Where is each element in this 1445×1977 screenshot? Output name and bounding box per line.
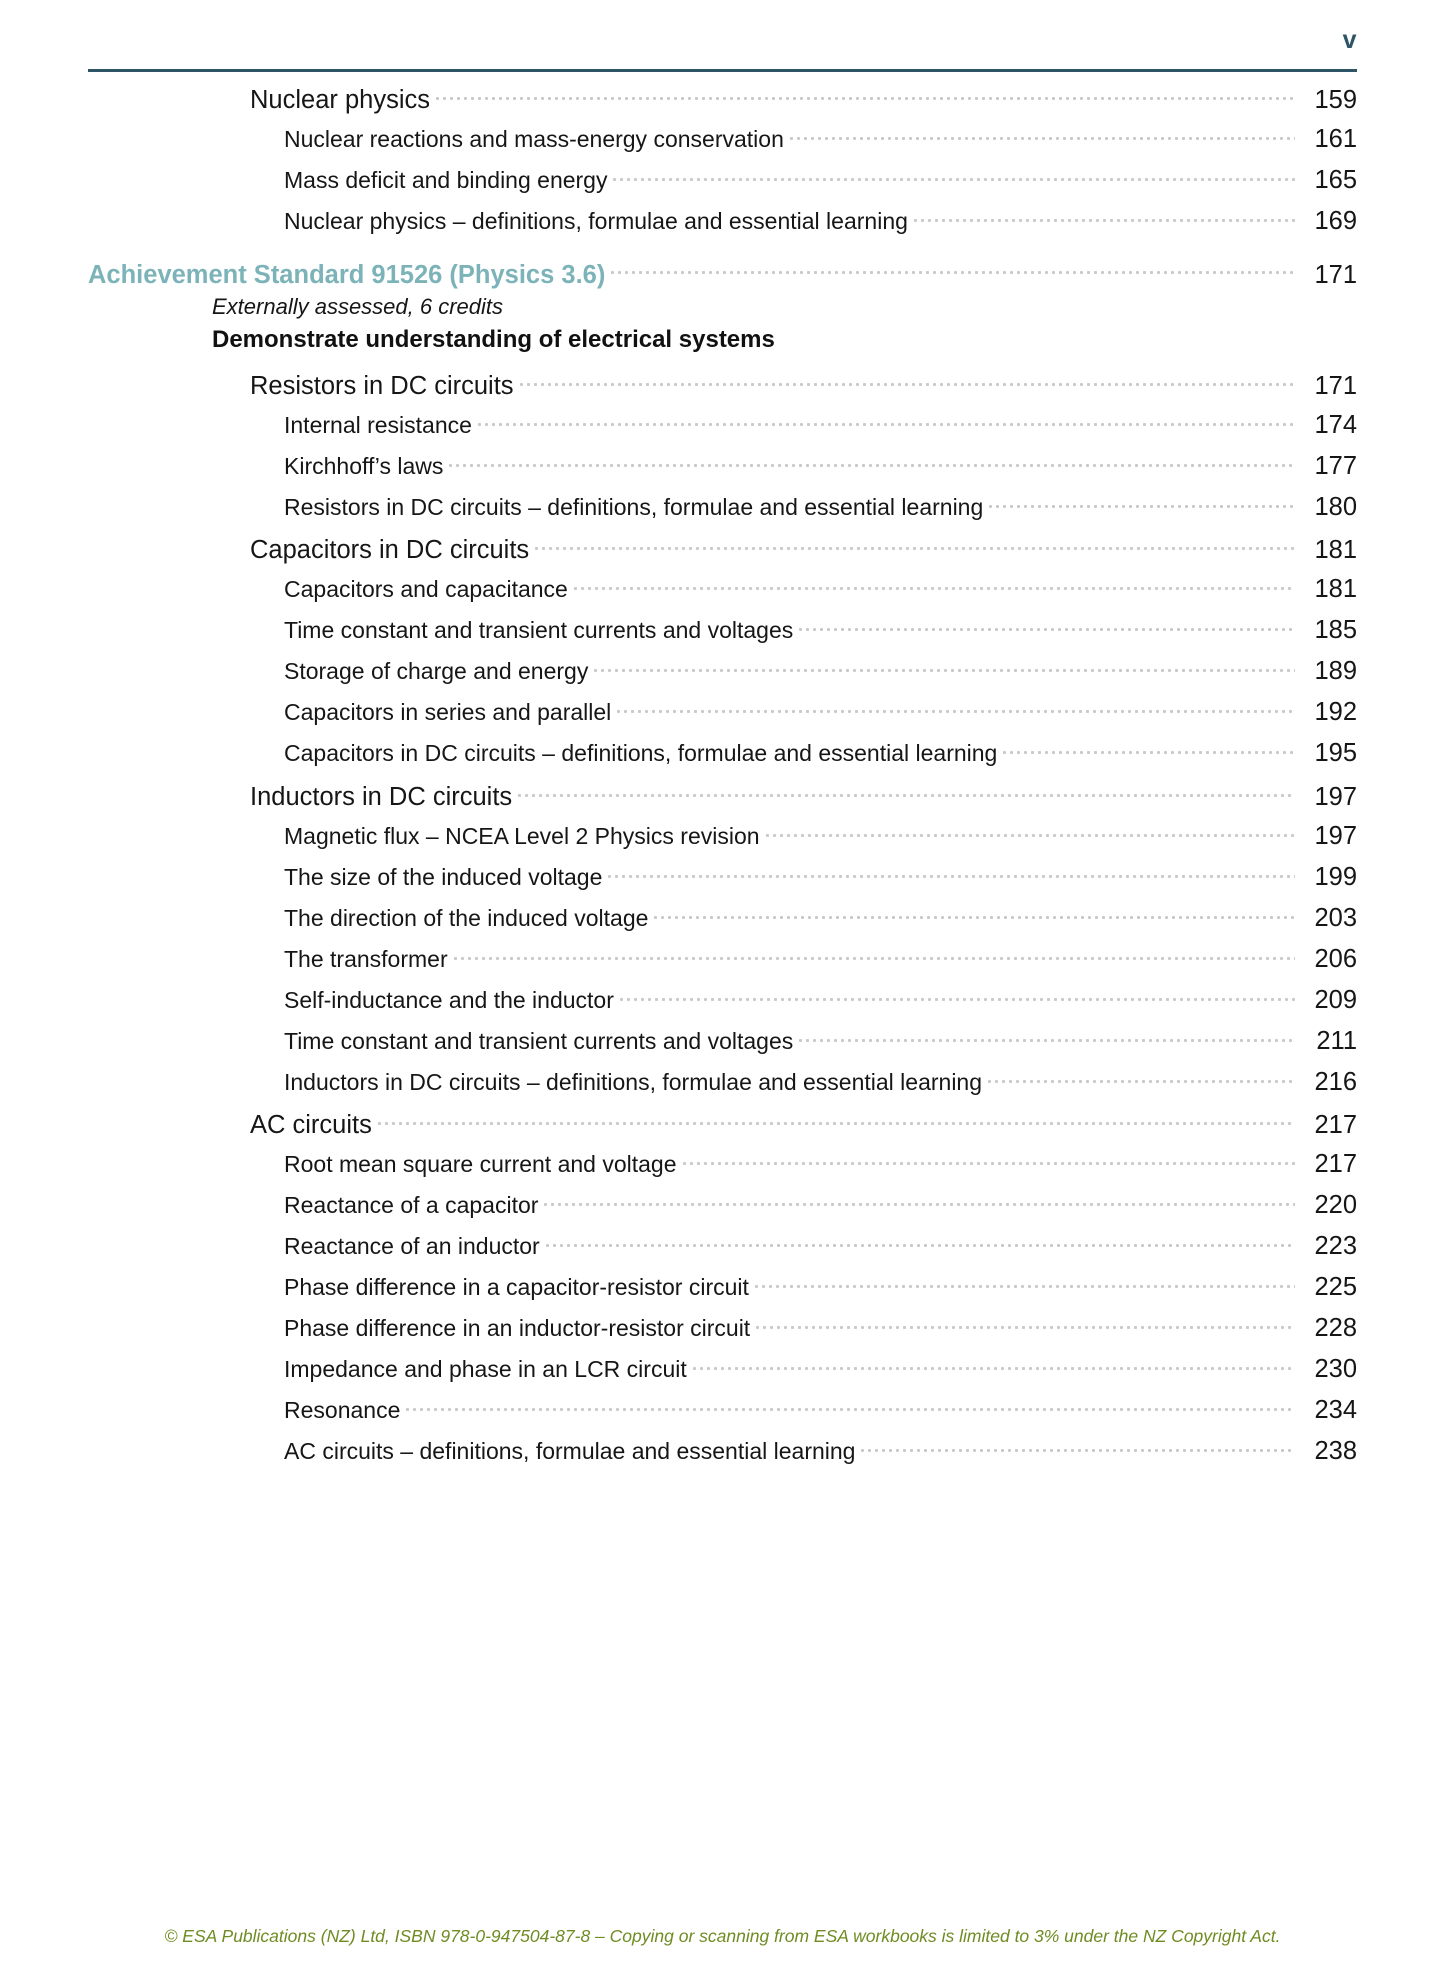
dot-leader (608, 862, 1295, 885)
toc-entry-title: Resistors in DC circuits – definitions, formulae and essential learning (284, 493, 984, 520)
toc-entry-title: Resistors in DC circuits (250, 371, 514, 400)
toc-entry-title: Nuclear reactions and mass-energy conservation (284, 125, 784, 152)
toc-entry-level1[interactable] (88, 368, 1357, 399)
toc-entry-page-number: 238 (1314, 1437, 1357, 1465)
toc-entry-page-number: 189 (1314, 657, 1357, 685)
dot-leader (799, 615, 1295, 638)
dot-leader (756, 1313, 1295, 1336)
dot-leader (535, 533, 1295, 559)
toc-entry-level2[interactable] (88, 1149, 1357, 1178)
dot-leader (988, 1067, 1295, 1090)
toc-entry-page-number: 199 (1314, 862, 1357, 891)
dot-leader (478, 410, 1295, 433)
dot-leader (518, 779, 1295, 805)
toc-entry-page-number: 220 (1314, 1191, 1357, 1219)
toc-entry-level2[interactable] (88, 1272, 1357, 1301)
toc-entry-page-number: 209 (1314, 985, 1357, 1014)
dot-leader (1003, 738, 1295, 761)
dot-leader (611, 257, 1295, 283)
table-of-contents (88, 82, 1357, 1477)
toc-entry-title: Time constant and transient currents and voltages (284, 1027, 794, 1054)
page-header (88, 20, 1357, 72)
toc-entry-level2[interactable] (88, 903, 1357, 932)
toc-entry-page-number: 230 (1314, 1355, 1357, 1383)
toc-entry-page-number: 197 (1314, 782, 1357, 811)
dot-leader (436, 82, 1295, 108)
toc-entry-title: Inductors in DC circuits – definitions, formulae and essential learning (284, 1068, 983, 1095)
toc-entry-level2[interactable] (88, 697, 1357, 726)
toc-entry-title: Time constant and transient currents and voltages (284, 617, 794, 643)
toc-entry-title: Magnetic flux – NCEA Level 2 Physics revision (284, 822, 760, 849)
achievement-standard-heading[interactable] (88, 257, 1357, 288)
dot-leader (654, 903, 1295, 926)
toc-entry-title: Reactance of a capacitor (284, 1192, 539, 1218)
dot-leader (406, 1395, 1295, 1418)
dot-leader (546, 1231, 1295, 1254)
toc-entry-level2[interactable] (88, 1436, 1357, 1465)
toc-entry-page-number: 223 (1314, 1232, 1357, 1260)
toc-entry-title: The transformer (284, 945, 448, 972)
toc-entry-level2[interactable] (88, 1313, 1357, 1342)
dot-leader (520, 368, 1295, 394)
toc-entry-title: The size of the induced voltage (284, 863, 603, 890)
toc-entry-page-number: 185 (1314, 616, 1357, 644)
footer-copyright: © ESA Publications (NZ) Ltd, ISBN 978-0-947504-87-8 – Copying or scanning from ESA workbooks is limited to 3% under the NZ Copyright Act. (164, 1926, 1281, 1946)
dot-leader (861, 1436, 1295, 1459)
dot-leader (613, 165, 1295, 188)
toc-entry-page-number: 177 (1314, 451, 1357, 480)
toc-entry-level2[interactable] (88, 410, 1357, 439)
toc-entry-title: Nuclear physics (250, 85, 430, 114)
dot-leader (766, 821, 1295, 844)
toc-entry-level1[interactable] (88, 82, 1357, 113)
toc-entry-level2[interactable] (88, 574, 1357, 603)
toc-entry-level2[interactable] (88, 1190, 1357, 1219)
toc-entry-title: The direction of the induced voltage (284, 904, 649, 931)
dot-leader (620, 985, 1295, 1008)
toc-entry-level1[interactable] (88, 779, 1357, 810)
dot-leader (683, 1149, 1295, 1172)
dot-leader (574, 574, 1295, 597)
toc-entry-page-number: 159 (1314, 85, 1357, 114)
toc-entry-level2[interactable] (88, 821, 1357, 850)
toc-entry-page-number: 197 (1314, 821, 1357, 850)
toc-entry-level2[interactable] (88, 451, 1357, 480)
toc-entry-level2[interactable] (88, 165, 1357, 194)
toc-entry-page-number: 165 (1314, 165, 1357, 194)
standard-assessment-note: Externally assessed, 6 credits (212, 294, 504, 319)
toc-entry-level2[interactable] (88, 656, 1357, 685)
toc-entry-page-number: 216 (1314, 1067, 1357, 1096)
toc-entry-title: Nuclear physics – definitions, formulae and essential learning (284, 207, 908, 234)
toc-entry-title: Capacitors in DC circuits – definitions, formulae and essential learning (284, 740, 998, 766)
dot-leader (914, 206, 1295, 229)
toc-entry-page-number: 195 (1314, 739, 1357, 767)
toc-entry-page-number: 181 (1314, 575, 1357, 603)
toc-entry-page-number: 161 (1314, 124, 1357, 153)
dot-leader (544, 1190, 1295, 1213)
toc-entry-page-number: 217 (1314, 1111, 1357, 1139)
header-rule (88, 69, 1357, 72)
dot-leader (989, 492, 1295, 515)
toc-entry-level2[interactable] (88, 206, 1357, 235)
toc-entry-level2[interactable] (88, 1354, 1357, 1383)
toc-entry-level2[interactable] (88, 1231, 1357, 1260)
toc-entry-title: Capacitors in series and parallel (284, 699, 612, 725)
dot-leader (378, 1108, 1295, 1134)
toc-entry-page-number: 171 (1314, 371, 1357, 400)
toc-entry-level2[interactable] (88, 738, 1357, 767)
dot-leader (449, 451, 1295, 474)
toc-entry-page-number: 211 (1316, 1026, 1357, 1055)
toc-entry-page-number: 203 (1314, 903, 1357, 932)
toc-entry-level2[interactable] (88, 944, 1357, 973)
toc-entry-title: Self-inductance and the inductor (284, 986, 614, 1013)
dot-leader (790, 124, 1295, 147)
toc-entry-title: Internal resistance (284, 411, 472, 438)
toc-entry-title: AC circuits (250, 1111, 372, 1139)
dot-leader (454, 944, 1295, 967)
toc-entry-level2[interactable] (88, 492, 1357, 521)
toc-entry-page-number: 181 (1314, 536, 1357, 564)
toc-entry-title: Impedance and phase in an LCR circuit (284, 1356, 687, 1382)
toc-entry-page-number: 180 (1314, 492, 1357, 521)
toc-entry-page-number: 206 (1314, 944, 1357, 973)
toc-entry-title: Reactance of an inductor (284, 1233, 540, 1259)
toc-entry-level1[interactable] (88, 1108, 1357, 1139)
dot-leader (799, 1026, 1295, 1049)
toc-entry-level2[interactable] (88, 862, 1357, 891)
toc-entry-level2[interactable] (88, 1026, 1357, 1055)
folio-page-number: v (1342, 26, 1357, 54)
toc-entry-title: Capacitors and capacitance (284, 576, 568, 602)
toc-entry-title: Phase difference in an inductor-resistor circuit (284, 1315, 751, 1341)
toc-entry-title: Kirchhoff’s laws (284, 452, 444, 479)
toc-entry-title: Storage of charge and energy (284, 658, 589, 684)
toc-entry-title: Root mean square current and voltage (284, 1151, 677, 1177)
dot-leader (693, 1354, 1295, 1377)
toc-entry-level2[interactable] (88, 985, 1357, 1014)
toc-entry-page-number: 171 (1314, 260, 1357, 289)
toc-entry-page-number: 228 (1314, 1314, 1357, 1342)
toc-entry-page-number: 225 (1314, 1273, 1357, 1301)
toc-entry-page-number: 169 (1314, 206, 1357, 235)
toc-entry-page-number: 217 (1314, 1150, 1357, 1178)
dot-leader (755, 1272, 1295, 1295)
toc-entry-level1[interactable] (88, 533, 1357, 564)
dot-leader (594, 656, 1295, 679)
toc-entry-title: AC circuits – definitions, formulae and essential learning (284, 1438, 856, 1464)
standard-title: Demonstrate understanding of electrical systems (212, 326, 775, 353)
toc-entry-title: Achievement Standard 91526 (Physics 3.6) (88, 260, 606, 289)
toc-entry-title: Inductors in DC circuits (250, 782, 513, 811)
toc-entry-page-number: 192 (1314, 698, 1357, 726)
toc-entry-title: Mass deficit and binding energy (284, 166, 608, 193)
toc-entry-page-number: 234 (1314, 1396, 1357, 1424)
toc-entry-level2[interactable] (88, 124, 1357, 153)
toc-entry-title: Resonance (284, 1397, 401, 1423)
toc-entry-title: Capacitors in DC circuits (250, 536, 530, 564)
toc-entry-level2[interactable] (88, 1395, 1357, 1424)
toc-entry-title: Phase difference in a capacitor-resistor circuit (284, 1274, 749, 1300)
toc-entry-page-number: 174 (1314, 410, 1357, 439)
toc-entry-level2[interactable] (88, 1067, 1357, 1096)
dot-leader (617, 697, 1295, 720)
toc-entry-level2[interactable] (88, 615, 1357, 644)
